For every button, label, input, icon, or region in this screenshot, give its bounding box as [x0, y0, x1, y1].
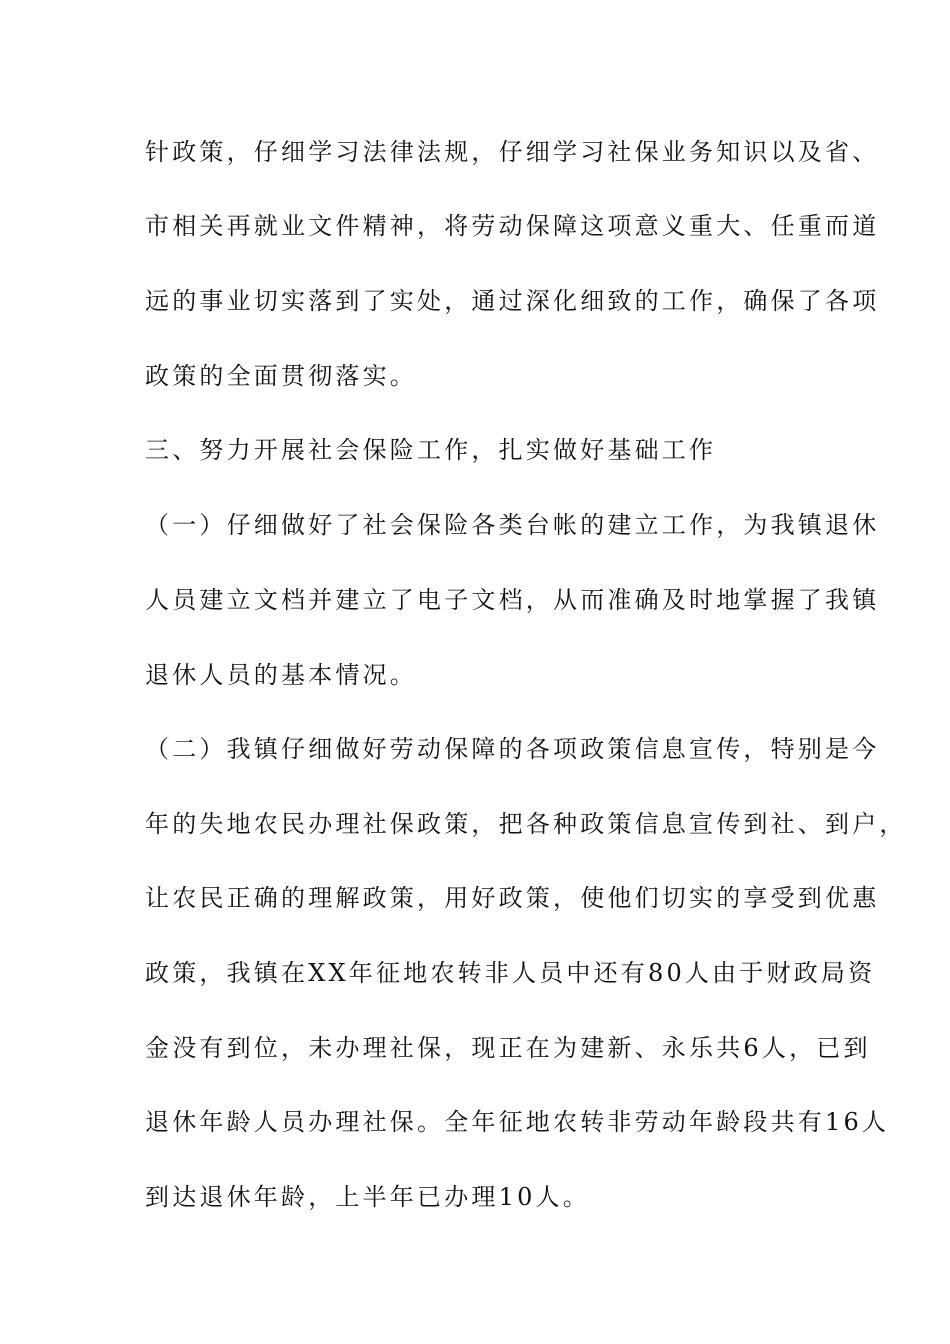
paragraph-line: 政策的全面贯彻落实。 — [145, 362, 417, 390]
paragraph-line: （二）我镇仔细做好劳动保障的各项政策信息宣传，特别是今 — [145, 735, 880, 763]
paragraph-line: 远的事业切实落到了实处，通过深化细致的工作，确保了各项 — [145, 287, 880, 315]
paragraph-line: 针政策，仔细学习法律法规，仔细学习社保业务知识以及省、 — [145, 138, 880, 166]
paragraph-line: 到达退休年龄，上半年已办理10人。 — [145, 1183, 590, 1211]
paragraph-line: 政策，我镇在XX年征地农转非人员中还有80人由于财政局资 — [145, 959, 876, 987]
paragraph-line: （一）仔细做好了社会保险各类台帐的建立工作，为我镇退休 — [145, 511, 880, 539]
paragraph-line: 让农民正确的理解政策，用好政策，使他们切实的享受到优惠 — [145, 884, 880, 912]
paragraph-line: 退休年龄人员办理社保。全年征地农转非劳动年龄段共有16人 — [145, 1108, 890, 1136]
paragraph-line: 人员建立文档并建立了电子文档，从而准确及时地掌握了我镇 — [145, 586, 880, 614]
paragraph-line: 市相关再就业文件精神，将劳动保障这项意义重大、任重而道 — [145, 212, 880, 240]
paragraph-line: 年的失地农民办理社保政策，把各种政策信息宣传到社、到户， — [145, 810, 907, 838]
section-heading: 三、努力开展社会保险工作，扎实做好基础工作 — [145, 436, 717, 464]
paragraph-line: 退休人员的基本情况。 — [145, 661, 417, 689]
paragraph-line: 金没有到位，未办理社保，现正在为建新、永乐共6人，已到 — [145, 1034, 871, 1062]
